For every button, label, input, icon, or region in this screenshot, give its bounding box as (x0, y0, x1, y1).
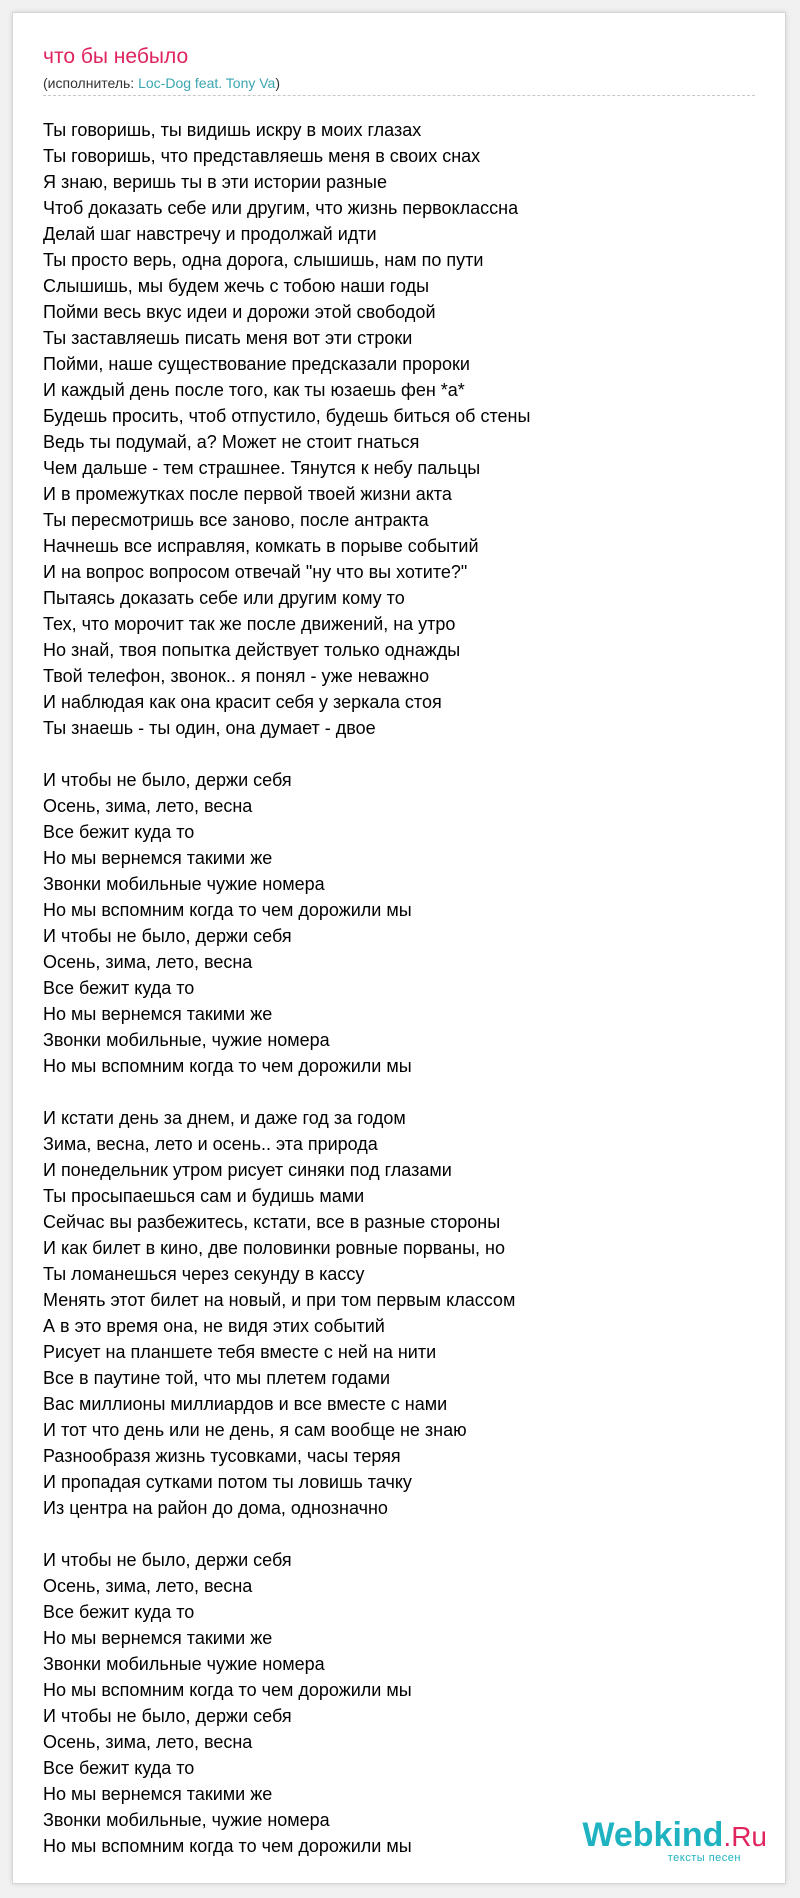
artist-prefix: (исполнитель: (43, 75, 139, 91)
stanza-break (43, 741, 743, 767)
song-title: что бы небыло (43, 45, 189, 68)
lyric-line: И чтобы не было, держи себя (43, 1706, 292, 1726)
lyric-line: Но мы вернемся такими же (43, 1784, 273, 1804)
lyric-line: Пойми весь вкус идеи и дорожи этой свободой (43, 302, 436, 322)
header-divider (43, 95, 755, 96)
lyric-line: И на вопрос вопросом отвечай "ну что вы хотите?" (43, 562, 468, 582)
lyric-line: Все в паутине той, что мы плетем годами (43, 1368, 391, 1388)
lyric-line: Ты пересмотришь все заново, после антракта (43, 510, 429, 530)
lyric-line: Разнообразя жизнь тусовками, часы теряя (43, 1446, 401, 1466)
lyric-line: Пойми, наше существование предсказали пророки (43, 354, 470, 374)
lyric-line: Но мы вернемся такими же (43, 1628, 273, 1648)
lyric-line: Сейчас вы разбежитесь, кстати, все в разные стороны (43, 1212, 501, 1232)
lyric-line: Все бежит куда то (43, 978, 195, 998)
artist-line (43, 74, 280, 92)
lyric-line: И каждый день после того, как ты юзаешь фен *а* (43, 380, 465, 400)
lyric-line: Слышишь, мы будем жечь с тобою наши годы (43, 276, 430, 296)
lyric-line: Ты просыпаешься сам и будишь мами (43, 1186, 365, 1206)
lyric-line: Осень, зима, лето, весна (43, 952, 253, 972)
lyric-line: Но мы вспомним когда то чем дорожили мы (43, 1836, 412, 1856)
lyric-line: Все бежит куда то (43, 1602, 195, 1622)
artist-link[interactable]: Loc-Dog feat. Tony Va (138, 75, 276, 91)
lyric-line: Но мы вспомним когда то чем дорожили мы (43, 1680, 412, 1700)
lyric-line: Осень, зима, лето, весна (43, 796, 253, 816)
lyric-line: Твой телефон, звонок.. я понял - уже неважно (43, 666, 430, 686)
lyric-line: И чтобы не было, держи себя (43, 770, 292, 790)
lyric-line: Из центра на район до дома, однозначно (43, 1498, 388, 1518)
lyric-line: А в это время она, не видя этих событий (43, 1316, 385, 1336)
lyric-line: И тот что день или не день, я сам вообще не знаю (43, 1420, 467, 1440)
lyric-line: Ты просто верь, одна дорога, слышишь, нам по пути (43, 250, 484, 270)
lyric-line: Но мы вспомним когда то чем дорожили мы (43, 900, 412, 920)
logo-tld: .Ru (723, 1821, 767, 1852)
lyric-line: Осень, зима, лето, весна (43, 1576, 253, 1596)
lyric-line: Все бежит куда то (43, 822, 195, 842)
lyric-line: Тех, что морочит так же после движений, на утро (43, 614, 456, 634)
lyric-line: Ты говоришь, что представляешь меня в своих снах (43, 146, 481, 166)
lyric-line: Я знаю, веришь ты в эти истории разные (43, 172, 387, 192)
lyric-line: Звонки мобильные чужие номера (43, 1654, 325, 1674)
lyric-line: Звонки мобильные, чужие номера (43, 1030, 330, 1050)
logo-tagline: тексты песен (667, 1852, 741, 1864)
lyric-line: И чтобы не было, держи себя (43, 1550, 292, 1570)
lyric-line: Рисует на планшете тебя вместе с ней на нити (43, 1342, 437, 1362)
lyrics-text (43, 117, 743, 1859)
lyric-line: И кстати день за днем, и даже год за годом (43, 1108, 406, 1128)
lyric-line: И как билет в кино, две половинки ровные порваны, но (43, 1238, 505, 1258)
lyric-line: Будешь просить, чтоб отпустило, будешь биться об стены (43, 406, 531, 426)
lyric-line: И понедельник утром рисует синяки под глазами (43, 1160, 452, 1180)
lyric-line: И в промежутках после первой твоей жизни акта (43, 484, 452, 504)
lyric-line: Звонки мобильные чужие номера (43, 874, 325, 894)
lyric-line: И чтобы не было, держи себя (43, 926, 292, 946)
lyric-line: Менять этот билет на новый, и при том первым классом (43, 1290, 516, 1310)
lyric-line: Ты говоришь, ты видишь искру в моих глазах (43, 120, 422, 140)
lyric-line: Все бежит куда то (43, 1758, 195, 1778)
lyric-line: Но мы вернемся такими же (43, 1004, 273, 1024)
lyric-line: Начнешь все исправляя, комкать в порыве событий (43, 536, 479, 556)
lyric-line: Но мы вспомним когда то чем дорожили мы (43, 1056, 412, 1076)
lyric-line: Чем дальше - тем страшнее. Тянутся к небу пальцы (43, 458, 481, 478)
logo-word: Webkind (582, 1816, 724, 1854)
stanza-break (43, 1521, 743, 1547)
lyric-line: Но знай, твоя попытка действует только однажды (43, 640, 461, 660)
lyric-line: Ты ломанешься через секунду в кассу (43, 1264, 365, 1284)
lyric-line: Пытаясь доказать себе или другим кому то (43, 588, 405, 608)
lyric-line: Ведь ты подумай, а? Может не стоит гнаться (43, 432, 420, 452)
lyric-line: И пропадая сутками потом ты ловишь тачку (43, 1472, 412, 1492)
site-logo[interactable] (567, 1815, 767, 1869)
lyrics-page (12, 12, 786, 1884)
lyric-line: Ты знаешь - ты один, она думает - двое (43, 718, 376, 738)
lyric-line: И наблюдая как она красит себя у зеркала стоя (43, 692, 442, 712)
logo-wordmark (582, 1815, 767, 1857)
artist-suffix: ) (275, 75, 280, 91)
lyric-line: Вас миллионы миллиардов и все вместе с нами (43, 1394, 448, 1414)
lyric-line: Но мы вернемся такими же (43, 848, 273, 868)
stanza-break (43, 1079, 743, 1105)
lyric-line: Осень, зима, лето, весна (43, 1732, 253, 1752)
lyric-line: Ты заставляешь писать меня вот эти строки (43, 328, 413, 348)
lyric-line: Чтоб доказать себе или другим, что жизнь первоклассна (43, 198, 519, 218)
lyric-line: Делай шаг навстречу и продолжай идти (43, 224, 377, 244)
lyric-line: Зима, весна, лето и осень.. эта природа (43, 1134, 378, 1154)
lyric-line: Звонки мобильные, чужие номера (43, 1810, 330, 1830)
